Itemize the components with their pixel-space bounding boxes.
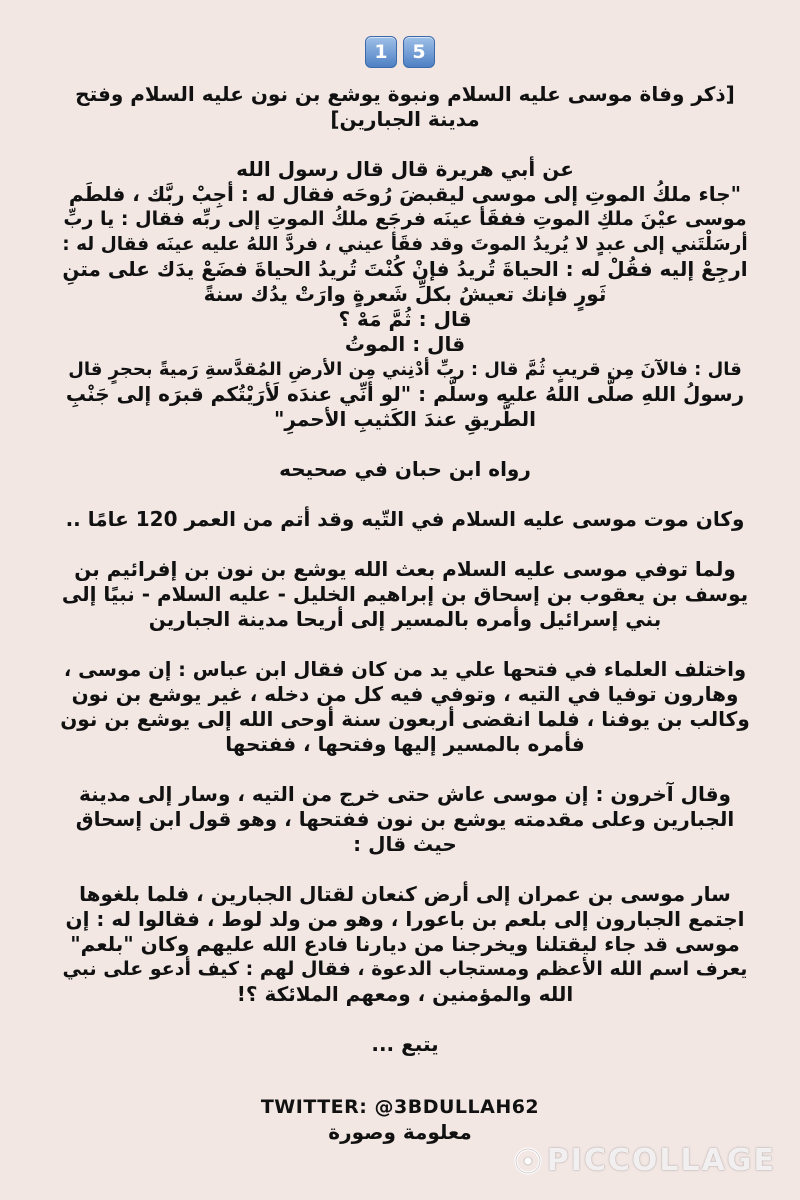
hadith-paragraph xyxy=(60,157,750,432)
hadith-line: رسولُ اللهِ صلَّى اللهُ عليه وسلَّم : "لو أنِّي عندَه لَأرَيْتُكم قبرَه إلى جَنْبِ xyxy=(65,382,745,406)
article-title xyxy=(60,82,750,132)
continued-label: يتبع ... xyxy=(371,1032,439,1056)
page-number-digit-badge: 1 xyxy=(365,36,397,68)
dispute-paragraph xyxy=(60,657,750,757)
balaam-line: اجتمع الجبارون إلى بلعم بن باعورا ، وهو من ولد لوط ، فقالوا له : إن xyxy=(65,907,745,931)
hadith-line: الطَّريقِ عندَ الكَثيبِ الأحمرِ" xyxy=(273,407,537,431)
dispute-line: واختلف العلماء في فتحها علي يد من كان فقال ابن عباس : إن موسى ، xyxy=(63,658,747,681)
hadith-line: "جاء ملكُ الموتِ إلى موسى ليقبضَ رُوحَه فقال له : أجِبْ ربَّك ، فلطَم xyxy=(68,182,742,206)
continued-paragraph xyxy=(60,1032,750,1057)
narration-paragraph xyxy=(60,457,750,482)
others-paragraph xyxy=(60,782,750,857)
footer xyxy=(0,1095,800,1145)
hadith-intro: عن أبي هريرة قال قال رسول الله xyxy=(236,157,574,181)
narration-line: رواه ابن حبان في صحيحه xyxy=(279,457,531,481)
others-line: حيث قال : xyxy=(353,832,457,856)
watermark-text: PICCOLLAGE xyxy=(546,1143,776,1178)
hadith-line: أرسَلْتَني إلى عبدٍ لا يُريدُ الموتَ وقد فقَأ عيني ، فردَّ اللهُ عليه عينَه فقال له : xyxy=(62,234,748,255)
hadith-line: قال : ثُمَّ مَهْ ؟ xyxy=(338,307,472,331)
death-note-line: وكان موت موسى عليه السلام في التّيه وقد أتم من العمر 120 عامًا .. xyxy=(65,507,745,531)
balaam-line: الله والمؤمنين ، ومعهم الملائكة ؟! xyxy=(236,982,574,1006)
page-number-badges xyxy=(0,36,800,68)
title-line: مدينة الجبارين] xyxy=(330,107,480,131)
joshua-line: ولما توفي موسى عليه السلام بعث الله يوشع بن نون بن إفرائيم بن xyxy=(74,557,736,581)
hadith-line: موسى عيْنَ ملكِ الموتِ ففقَأ عينَه فرجَع ملكُ الموتِ إلى ربِّه فقال : يا ربِّ xyxy=(63,208,747,230)
joshua-paragraph xyxy=(60,557,750,632)
article-body xyxy=(60,82,750,1082)
balaam-line: سار موسى بن عمران إلى أرض كنعان لقتال الجبارين ، فلما بلغوها xyxy=(79,882,731,906)
dispute-line: فأمره بالمسير إليها وفتحها ، ففتحها xyxy=(225,732,585,756)
death-note-paragraph xyxy=(60,507,750,532)
hadith-line: ارجِعْ إليه فقُلْ له : الحياةَ تُريدُ فإنْ كُنْتَ تُريدُ الحياةَ فضَعْ يدَك على متنِ xyxy=(62,257,748,281)
page-number-digit-badge: 5 xyxy=(403,36,435,68)
hadith-line: قال : الموتُ xyxy=(344,332,466,356)
balaam-paragraph xyxy=(60,882,750,1007)
piccollage-logo-icon xyxy=(513,1146,543,1176)
dispute-line: وكالب بن يوفنا ، فلما انقضى أربعون سنة أوحى الله إلى يوشع بن نون xyxy=(60,707,750,731)
piccollage-watermark xyxy=(513,1143,776,1178)
footer-caption: معلومة وصورة xyxy=(328,1120,472,1144)
others-line: الجبارين وعلى مقدمته يوشع بن نون ففتحها ، وهو قول ابن إسحاق xyxy=(75,807,735,831)
joshua-line: يوسف بن يعقوب بن إسحاق بن إبراهيم الخليل - عليه السلام - نبيًا إلى xyxy=(61,582,749,606)
others-line: وقال آخرون : إن موسى عاش حتى خرج من التيه ، وسار إلى مدينة xyxy=(79,782,731,806)
joshua-line: بني إسرائيل وأمره بالمسير إلى أريحا مدينة الجبارين xyxy=(148,607,662,631)
hadith-line: ثَورٍ فإنك تعيشُ بكلِّ شَعرةٍ وارَتْ يدُك سنةً xyxy=(203,282,607,306)
title-line: [ذكر وفاة موسى عليه السلام ونبوة يوشع بن نون عليه السلام وفتح xyxy=(75,82,735,106)
balaam-line: يعرف اسم الله الأعظم ومستجاب الدعوة ، فقال لهم : كيف أدعو على نبي xyxy=(62,958,748,980)
twitter-handle: TWITTER: @3BDULLAH62 xyxy=(260,1096,540,1118)
dispute-line: وهارون توفيا في التيه ، وتوفي فيه كل من دخله ، غير يوشع بن نون xyxy=(71,682,739,706)
balaam-line: موسى قد جاء ليقتلنا ويخرجنا من ديارنا فادع الله عليهم وكان "بلعم" xyxy=(70,932,740,956)
hadith-line: قال : فالآنَ مِن قريبٍ ثُمَّ قال : ربِّ أدْنِني مِن الأرضِ المُقدَّسةِ رَميةً بحجرٍ قال xyxy=(68,359,742,380)
